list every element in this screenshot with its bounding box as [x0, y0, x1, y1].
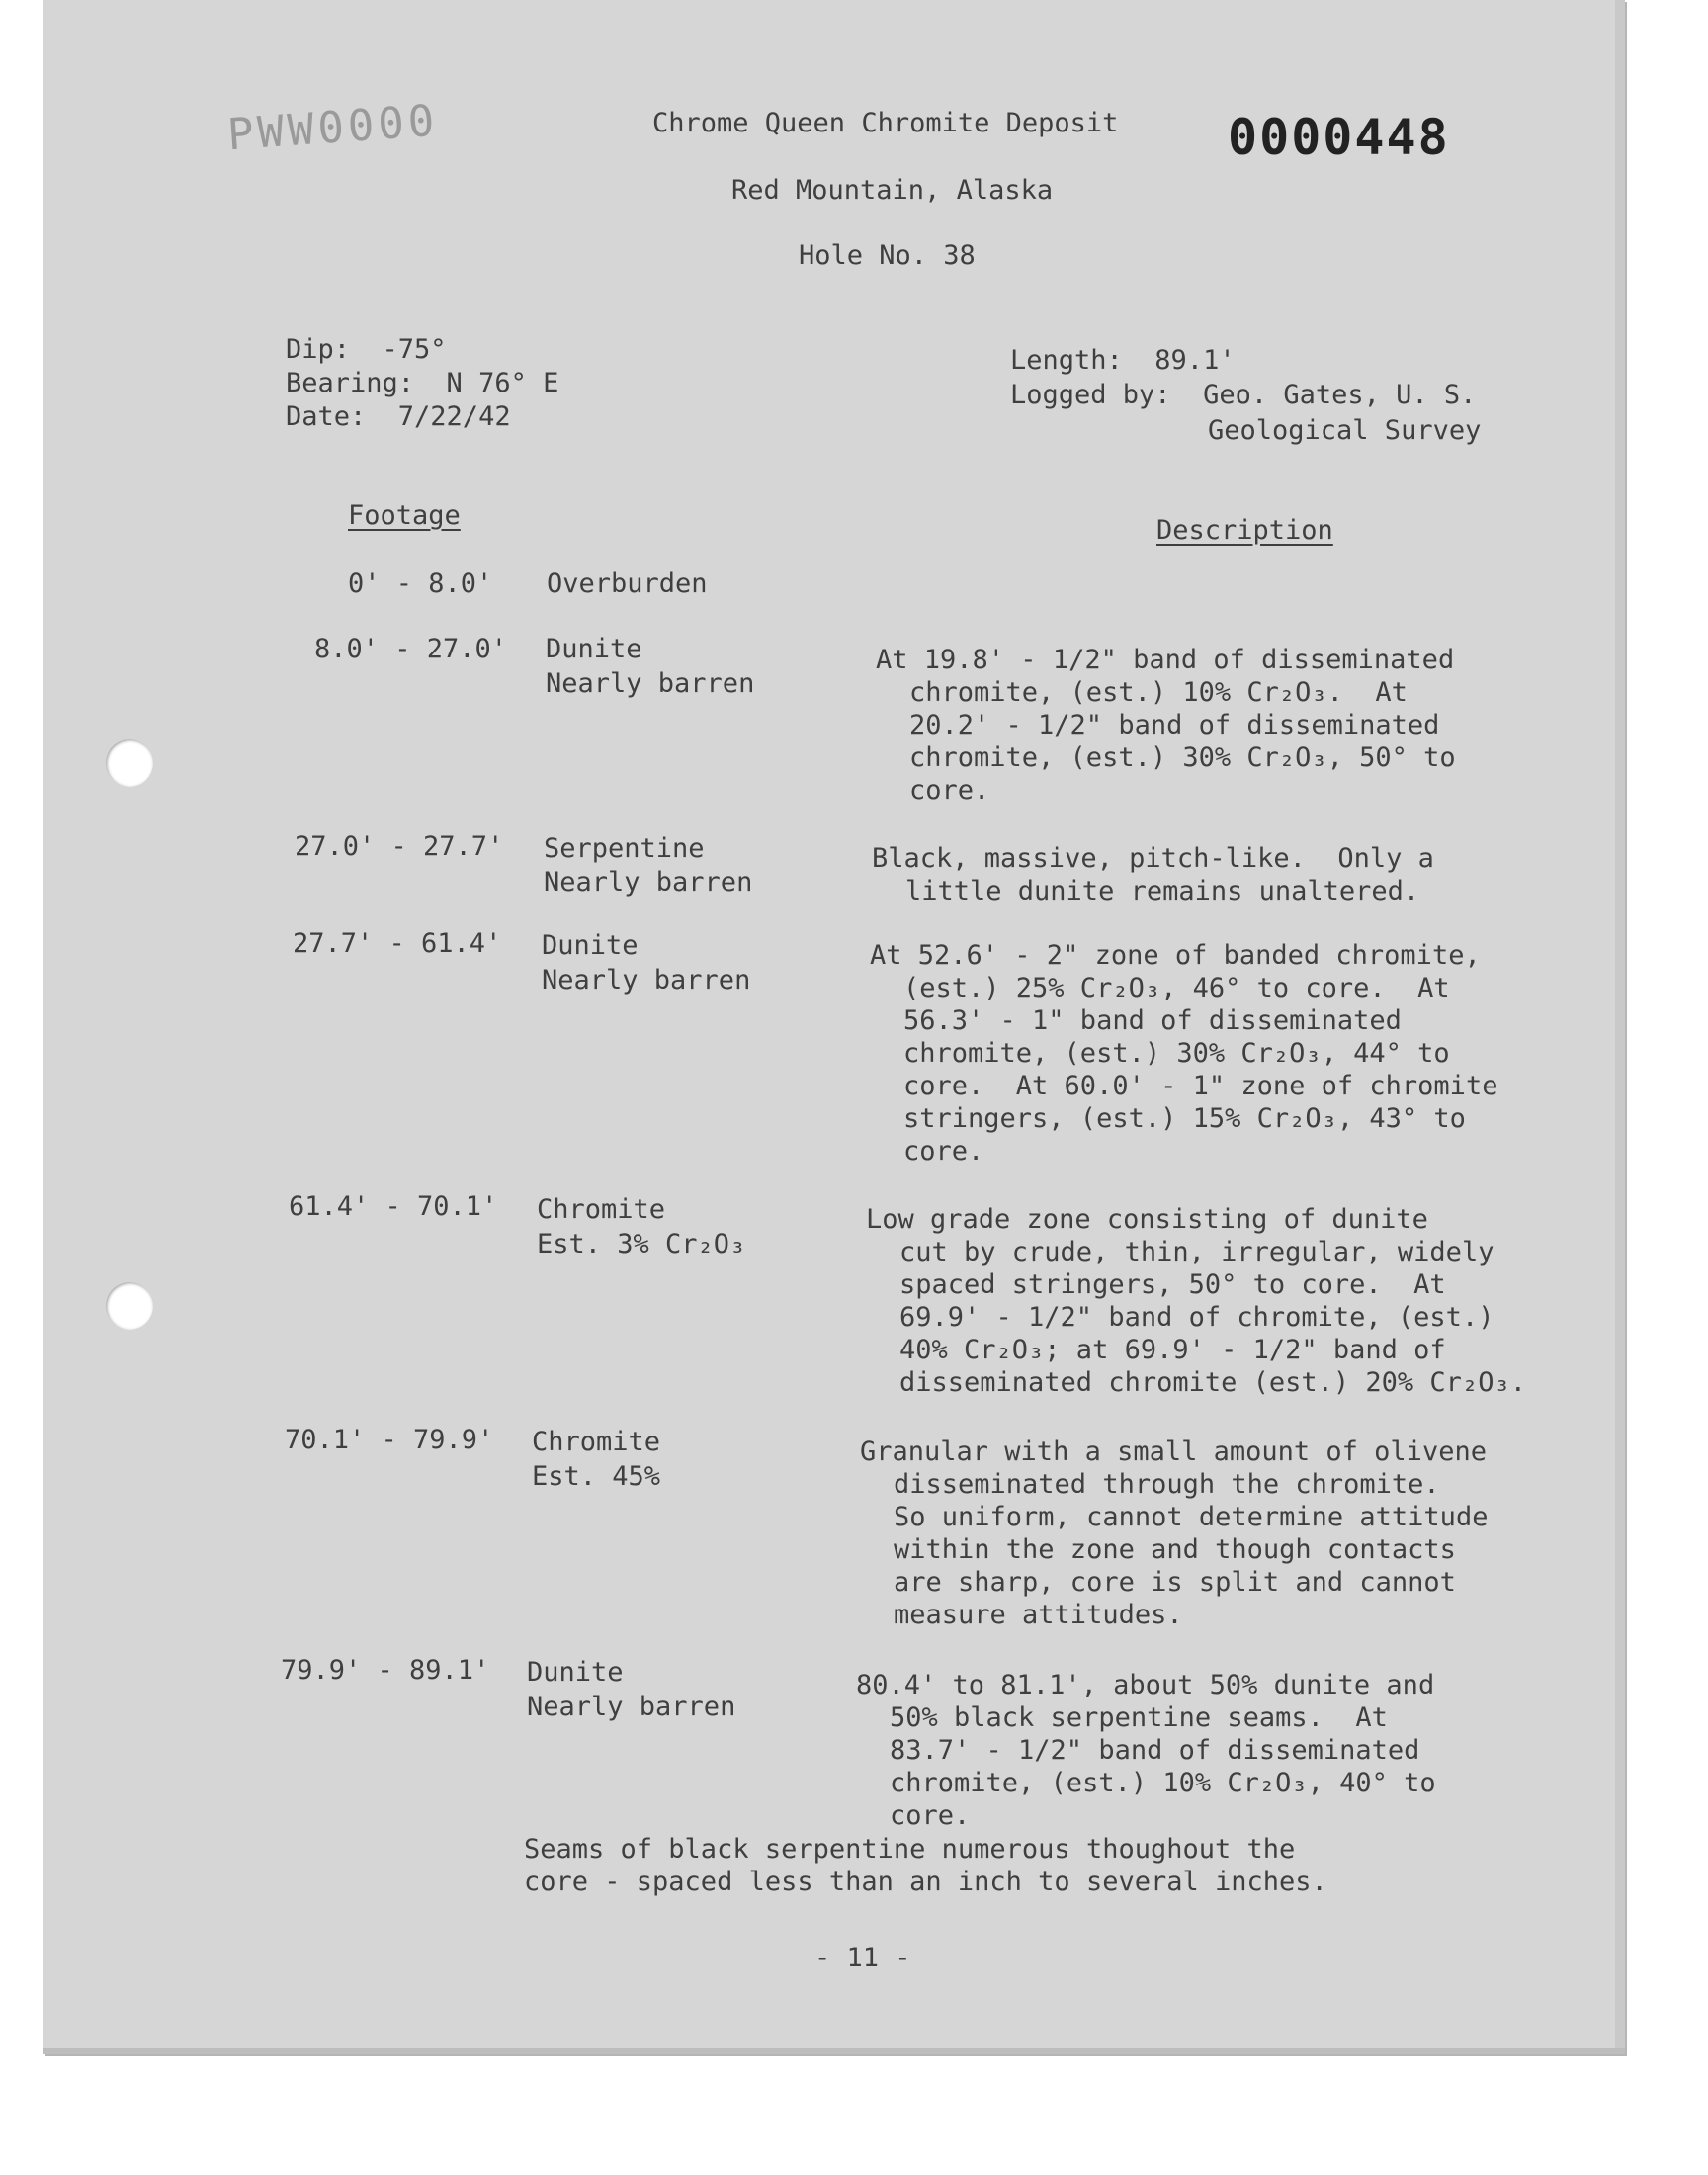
description-line: 80.4' to 81.1', about 50% dunite and: [856, 1670, 1435, 1700]
logged-by-organization: Geological Survey: [1208, 415, 1482, 446]
description-line: disseminated through the chromite.: [894, 1469, 1440, 1500]
description: [872, 842, 1434, 908]
description-line: core.: [903, 1136, 984, 1167]
description-line: 50% black serpentine seams. At: [890, 1702, 1388, 1733]
description-line: Low grade zone consisting of dunite: [866, 1204, 1428, 1235]
description-line: 83.7' - 1/2" band of disseminated: [890, 1735, 1420, 1766]
description-line: chromite, (est.) 10% Cr₂O₃, 40° to: [890, 1768, 1436, 1798]
footage-interval: 0' - 8.0': [348, 568, 493, 599]
length: Length: 89.1': [1010, 345, 1236, 376]
description-line: At 19.8' - 1/2" band of disseminated: [876, 645, 1455, 675]
footnote-line: core - spaced less than an inch to several inches.: [524, 1867, 1327, 1897]
logged-by: Logged by: Geo. Gates, U. S.: [1010, 380, 1477, 410]
footage-interval: 70.1' - 79.9': [285, 1425, 494, 1455]
document-number-stamp: 0000448: [1228, 109, 1450, 166]
description: [856, 1669, 1436, 1832]
description: [860, 1436, 1488, 1631]
location: Red Mountain, Alaska: [731, 175, 1054, 206]
hole-number: Hole No. 38: [799, 240, 976, 271]
description-line: spaced stringers, 50° to core. At: [899, 1269, 1446, 1300]
description-line: core. At 60.0' - 1" zone of chromite: [903, 1071, 1498, 1101]
description: [866, 1203, 1526, 1399]
description-line: disseminated chromite (est.) 20% Cr₂O₃.: [899, 1367, 1526, 1398]
footage-interval: 27.0' - 27.7': [295, 831, 504, 862]
description: [876, 644, 1456, 807]
description-line: 56.3' - 1" band of disseminated: [903, 1005, 1402, 1036]
description-line: core.: [909, 775, 990, 806]
footage-header: Footage: [348, 500, 461, 531]
rock-type: Dunite: [542, 930, 639, 961]
description-line: are sharp, core is split and cannot: [894, 1567, 1456, 1598]
description-line: core.: [890, 1800, 971, 1831]
description-header: Description: [1156, 515, 1333, 546]
rock-note: Nearly barren: [546, 668, 755, 699]
description-line: cut by crude, thin, irregular, widely: [899, 1237, 1494, 1267]
description-line: chromite, (est.) 10% Cr₂O₃. At: [909, 677, 1408, 708]
description-line: Black, massive, pitch-like. Only a: [872, 843, 1434, 874]
serial-stamp: PWW0000: [225, 95, 440, 161]
description-line: chromite, (est.) 30% Cr₂O₃, 44° to: [903, 1038, 1450, 1069]
footnote-line: Seams of black serpentine numerous thoughout the: [524, 1834, 1296, 1865]
rock-note: Nearly barren: [542, 965, 751, 996]
rock-type: Overburden: [547, 568, 708, 599]
description-line: 20.2' - 1/2" band of disseminated: [909, 710, 1440, 740]
description-line: (est.) 25% Cr₂O₃, 46° to core. At: [903, 973, 1450, 1003]
rock-type: Chromite: [532, 1427, 661, 1457]
page-number: - 11 -: [814, 1943, 911, 1973]
rock-note: Nearly barren: [527, 1692, 736, 1722]
rock-note: Est. 3% Cr₂O₃: [537, 1229, 746, 1260]
description-line: chromite, (est.) 30% Cr₂O₃, 50° to: [909, 742, 1456, 773]
bearing: Bearing: N 76° E: [286, 368, 559, 398]
punch-hole: [106, 740, 153, 787]
footage-interval: 61.4' - 70.1': [289, 1191, 498, 1222]
footage-interval: 27.7' - 61.4': [293, 928, 502, 959]
description-line: 69.9' - 1/2" band of chromite, (est.): [899, 1302, 1494, 1333]
punch-hole: [106, 1282, 153, 1330]
description-line: stringers, (est.) 15% Cr₂O₃, 43° to: [903, 1103, 1466, 1134]
rock-note: Nearly barren: [544, 867, 753, 898]
date: Date: 7/22/42: [286, 401, 511, 432]
rock-type: Dunite: [546, 634, 642, 664]
description: [870, 939, 1497, 1168]
dip: Dip: -75°: [286, 334, 447, 365]
rock-type: Serpentine: [544, 833, 705, 864]
description-line: At 52.6' - 2" zone of banded chromite,: [870, 940, 1481, 971]
footage-interval: 79.9' - 89.1': [281, 1655, 490, 1686]
description-line: within the zone and though contacts: [894, 1534, 1456, 1565]
footnote: [524, 1833, 1327, 1898]
document-title: Chrome Queen Chromite Deposit: [652, 108, 1119, 138]
rock-type: Dunite: [527, 1657, 624, 1688]
rock-note: Est. 45%: [532, 1461, 661, 1492]
description-line: Granular with a small amount of olivene: [860, 1436, 1487, 1467]
description-line: 40% Cr₂O₃; at 69.9' - 1/2" band of: [899, 1335, 1446, 1365]
rock-type: Chromite: [537, 1194, 666, 1225]
footage-interval: 8.0' - 27.0': [314, 634, 508, 664]
page-edge: [43, 2048, 1625, 2054]
description-line: So uniform, cannot determine attitude: [894, 1502, 1489, 1532]
description-line: measure attitudes.: [894, 1600, 1183, 1630]
description-line: little dunite remains unaltered.: [905, 876, 1420, 907]
page-edge: [1615, 0, 1625, 2054]
